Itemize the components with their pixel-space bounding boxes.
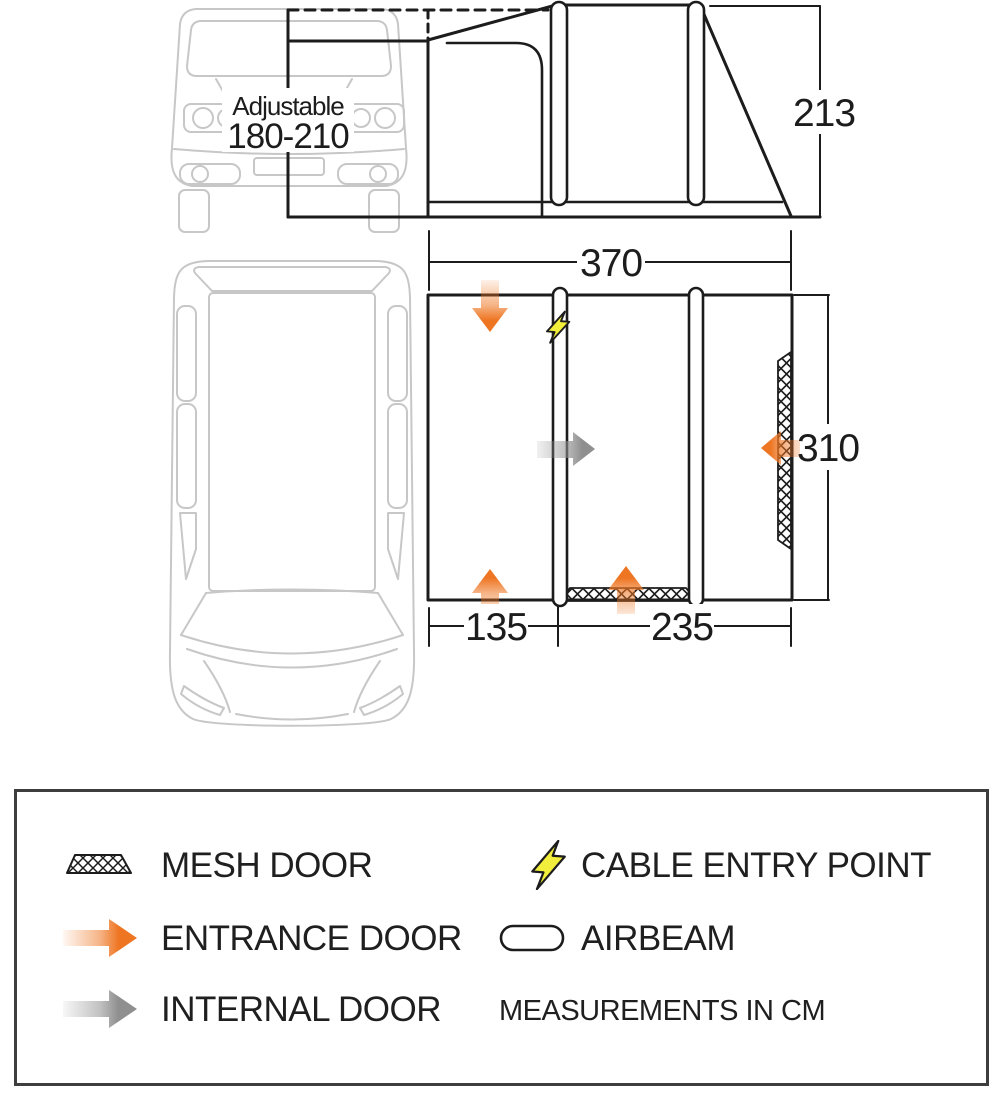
van-top-roof-panel <box>209 293 375 591</box>
floor-plan-outline <box>428 295 792 600</box>
height-dim-value: 213 <box>792 92 856 135</box>
width-dim-value: 370 <box>579 242 643 285</box>
mesh-door-icon <box>63 853 161 877</box>
van-top-headlight-right <box>360 686 403 715</box>
entrance-door-icon <box>63 915 161 961</box>
legend-row-measurements-note <box>499 982 825 1040</box>
van-headlight-right-lamp2 <box>375 108 395 128</box>
left-section-dim-value: 135 <box>464 606 528 649</box>
van-headlight-right-lamp <box>352 109 370 127</box>
plan-airbeam-rear <box>689 288 703 606</box>
legend-row-cable-entry <box>499 836 931 894</box>
legend-row-entrance-door <box>63 909 462 967</box>
legend-row-airbeam <box>499 909 735 967</box>
van-fog-left-lamp <box>192 166 208 182</box>
van-top-view <box>170 261 414 726</box>
van-top-window-left-2 <box>177 404 196 508</box>
van-top-window-left-3 <box>180 513 196 579</box>
van-top-window-left-1 <box>177 306 196 401</box>
van-top-a-pillar-left <box>181 593 206 635</box>
van-top-window-right-1 <box>388 306 407 401</box>
legend-row-internal-door <box>63 980 441 1038</box>
van-fog-right <box>338 164 398 184</box>
depth-dim-value: 310 <box>796 427 860 470</box>
van-top-rear-window <box>194 267 390 291</box>
internal-door-label: INTERNAL DOOR <box>161 989 442 1029</box>
van-top-cowl-upper <box>181 635 403 654</box>
adjustable-label: Adjustable <box>232 91 344 121</box>
van-top-grille <box>236 714 348 720</box>
van-top-cowl-lower <box>187 649 397 668</box>
van-top-headlight-left <box>181 686 224 715</box>
entrance-door-label: ENTRANCE DOOR <box>161 918 462 958</box>
elevation-airbeam-rear <box>688 2 704 205</box>
elevation-door-outline <box>447 43 542 217</box>
cable-entry-label: CABLE ENTRY POINT <box>581 845 932 885</box>
van-fog-left <box>180 164 240 184</box>
van-wheel-right <box>369 190 399 232</box>
elevation-airbeam-front <box>551 2 567 205</box>
van-headlight-left-lamp <box>193 108 213 128</box>
measurements-note: MEASUREMENTS IN CM <box>499 994 826 1027</box>
airbeam-label: AIRBEAM <box>581 918 736 958</box>
elevation-rear-slope <box>703 12 791 216</box>
van-top-a-pillar-right <box>378 593 403 635</box>
internal-door-icon <box>63 986 161 1032</box>
right-section-dim-value: 235 <box>650 606 714 649</box>
legend-row-mesh-door <box>63 836 372 894</box>
cable-entry-icon <box>499 840 581 890</box>
airbeam-icon <box>499 924 581 952</box>
van-wheel-left <box>179 190 209 232</box>
awning-floor-plan <box>428 288 792 606</box>
van-top-window-right-2 <box>388 404 407 508</box>
adjustable-range: 180-210 <box>227 117 349 156</box>
van-fog-right-lamp <box>370 166 386 182</box>
van-top-window-right-3 <box>388 513 404 579</box>
legend-box <box>14 789 989 1086</box>
mesh-door-label: MESH DOOR <box>161 845 373 885</box>
